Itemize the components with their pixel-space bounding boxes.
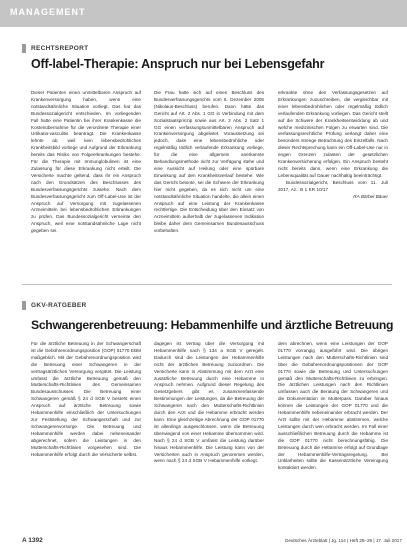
rubric-marker	[22, 301, 26, 310]
article1-column-1	[31, 90, 141, 266]
article1-author: RA Bärbel Bäuer	[353, 193, 388, 199]
article1-citation: Bundessozialgericht, Beschluss vom 11. Juli 2017, Az.: B 1 KR 10/17	[278, 179, 388, 192]
article2-column-1	[31, 341, 141, 542]
article2-rubric: GKV-RATGEBER	[31, 302, 87, 309]
page-number: A 1392	[22, 537, 43, 544]
article1-paragraph-2: Die Frau hatte sich auf einen Beschluss des Bundesverfassungsgerichts vom 6. Dezember 2005 (Nikolaus-Beschluss) berufen. Dann hätte das Gericht auf Art. 2 Abs. 1 GG in Verbindung mit dem Sozialstaatsprinzip sowie aus Art. 2 Abs. 2 Satz 1 GG einen verfassungsunmittelbaren Anspruch auf Krankenversorgung abgeleitet. Voraussetzung sei jedoch, dass eine lebensbedrohliche oder regelmäßig tödlich verlaufende Erkrankung vorliege, für die eine allgemein anerkannte Behandlungsmethode nicht zur Verfügung stehe und eine Aussicht auf Heilung oder eine spürbare Einwirkung auf den Krankheitsverlauf bestehe. Wie das Gericht betonte, sei die Schwere der Erkrankung hier nicht gegeben, da es sich nicht um eine notstandsähnliche Situation handelte, die allein einen Anspruch auf eine Leistung der Krankenkasse rechtfertige. Die Entscheidung über den Einsatz von Arzneimitteln außerhalb der zugelassenen Indikation bleibe daher dem Gemeinsamen Bundesausschuss vorbehalten.	[154, 90, 264, 234]
article1-paragraph-3: erkrankte ohne den Verfassungsgesetzen auf Erkrankungen zuzuschreiben, die vergleichbar mit einer lebensbedrohlichen oder regelmäßig tödlich verlaufenden Erkrankung vorliegen. Das Gericht stellt auf die Schwere der Krankheitsentwicklung ab und welche medizinischen Folgen zu erwarten sind. Die verfassungsrechtliche Prüfung verlangt daher eine besonders strenge Betrachtung des Einzelfalls. Nach dieser Rechtsprechung kann ein Off-Label-Use nur in engen Grenzen zulasten der gesetzlichen Krankenversicherung erfolgen. Ein Anspruch besteht nicht bereits dann, wenn eine Erkrankung die Lebensqualität auf Dauer nachhaltig beeinträchtigt.	[278, 90, 388, 178]
article1-title: Off-label-Therapie: Anspruch nur bei Lebensgefahr	[31, 57, 325, 71]
article2-paragraph-1: Für die ärztliche Betreuung in der Schwangerschaft ist die Gebührenordnungsposition (GOP) 01770 EBM maßgeblich. Mit der Gebührenordnungsposition wird die Betreuung einer Schwangeren in der vertragsärztlichen Versorgung vergütet. Die Leistung umfasst die ärztliche Betreuung gemäß den Mutterschafts-Richtlinien des Gemeinsamen Bundesausschusses. Die Betreuung einer Schwangeren gemäß § 24 d SGB V besteht einen Anspruch auf ärztliche Betreuung sowie Hebammenhilfe einschließlich der Untersuchungen zur Feststellung der Schwangerschaft und zur Schwangerenvorsorge. Die Betreuung und Hebammenhilfe werden dabei nebeneinander abgerechnet, sofern die Leistungen in den Mutterschafts-Richtlinien vorgesehen sind. Die Hebammenhilfe erfolgt durch die Versicherte selbst.	[31, 341, 141, 457]
article1-paragraph-1: Dieser Patienten einen unmittelbaren Anspruch auf Krankenversorgung haben, wenn eine notstandsähnliche Situation vorliegt. Das hat das Bundessozialgericht entschieden. Im vorliegenden Fall hatte eine Patientin bei ihrer Krankenkasse die Kostenübernahme für die verordnete Therapie einer Urtikaria-vasculitis beantragt. Die Krankenkasse lehnte ab, weil kein lebensbedrohliches Krankheitsbild vorliege und Aufgrund der Erkrankung bereits das Risiko von Folgeerkrankungen bestehe. Für die Therapie mit Immunglobulinen ist eine Zulassung für diese Erkrankung nicht erteilt. Die Versicherte machte geltend, dass ihr ein Anspruch nach den Grundsätzen des Beschlusses des Bundesverfassungsgerichts zustehe. Nach dem Bundesverfassungsgericht zum Off-Label-Use ist der Anspruch auf Versorgung mit zugelassenen Arzneimitteln bei lebensbedrohlichen Erkrankungen zu prüfen. Das Bundessozialgericht verneinte den Anspruch, weil eine notstandsähnliche Lage nicht gegeben sei.	[31, 90, 141, 234]
article2-paragraph-3: dem abrechnen, wenn eine Leistungen der GOP 01770 vorrangig ausgeführt wird. Die übrigen Leistungen nach den Mutterschafts-Richtlinien sind über die Gebührenordnungspositionen der GOP 01770 sowie die Betreuung und Untersuchungen gemäß den Mutterschafts-Richtlinien zu erbringen. Die ärztlichen Leistungen nach den Richtlinien umfassen auch die Beratung der Schwangeren und die Dokumentation im Mutterpass. Darüber hinaus können die Leistungen der GOP 01770 und die Hebammenhilfe nebeneinander erbracht werden. Der Arzt sollte mit der Hebamme abstimmen, welche Leistungen durch wen erbracht werden. Im Fall einer ausschließlichen Betreuung durch die Hebamme ist die GOP 01770 nicht berechnungsfähig. Die Betreuung durch die Hebamme erfolgt auf Grundlage der Hebammenhilfe-Vertragsregelung. Bei Unklarheiten sollte die Kassenärztliche Vereinigung kontaktiert werden.	[278, 341, 388, 471]
article1-column-3	[278, 90, 388, 266]
article2-paragraph-2: dagegen ist Vertrag über die Versorgung mit Hebammenhilfe nach § 134 a SGB V geregelt. Dadurch sind die Leistungen der Hebammenhilfe nicht der ärztlichen Betreuung zuzuordnen. Die Versicherte kann in Abstimmung mit dem Arzt eine zusätzliche Betreuung durch eine Hebamme in Anspruch nehmen. Aufgrund dieser Regelung des Gesetzgebers gibt es zusammenfassende Bestimmungen der Leistungen, da die Betreuung der Schwangeren nach den Mutterschafts-Richtlinien durch den Arzt und die Hebamme erbracht werden kann. Eine gleichzeitige Abrechnung der GOP 01770 ist allerdings ausgeschlossen, wenn die Betreuung überwiegend von einer Hebamme übernommen wird. Nach § 24 d SGB V umfasst die Leistung darüber hinaus Hebammenhilfe. Die Leistung kann von der Versicherten auch in Anspruch genommen werden, wenn nach § 24 d SGB V Hebammenhilfe vorliegt.	[154, 341, 264, 464]
section-label: MANAGEMENT	[10, 7, 86, 17]
article1-column-2	[154, 90, 264, 266]
section-header-bar	[0, 0, 407, 27]
journal-footer: Deutsches Ärzteblatt | Jg. 114 | Heft 28–29 | 17. Juli 2017	[285, 538, 402, 543]
article1-rubric: RECHTSREPORT	[31, 45, 89, 52]
rubric-marker	[22, 44, 26, 53]
article2-column-2	[154, 341, 264, 542]
article2-column-3	[278, 341, 388, 542]
article-divider	[22, 284, 392, 285]
article2-title: Schwangerenbetreuung: Hebammenhilfe und ärztliche Betreuung	[31, 318, 394, 332]
